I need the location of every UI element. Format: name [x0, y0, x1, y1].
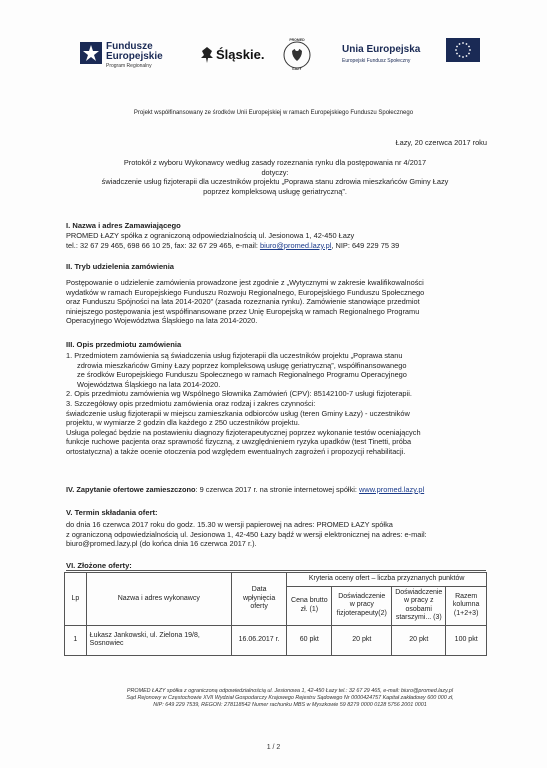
- s3-line: ortostatyczna) a także ocenie otoczenia pod względem ewentualnych zagrożeń i propozycji rehabilitacji.: [66, 446, 406, 456]
- fundusze-star-icon: [80, 42, 102, 64]
- s3-line: projektu, w wymiarze 2 godzin dla każdego z 250 uczestników projektu.: [66, 418, 300, 428]
- section-2-body: [66, 278, 496, 326]
- offers-table: [64, 572, 487, 656]
- s2-line: wydatków w ramach Europejskiego Funduszu Rozwoju Regionalnego, Europejskiego Funduszu Społecznego: [66, 287, 425, 297]
- col-criteria: Kryteria oceny ofert – liczba przyznanych punktów: [287, 573, 487, 587]
- section-1-body: [66, 231, 496, 250]
- protocol-title: [60, 158, 490, 196]
- slaskie-text: Śląskie.: [216, 47, 265, 62]
- section-5-heading: V. Termin składania ofert:: [66, 508, 158, 517]
- s3-line: 2. Opis przedmiotu zamówienia wg Wspólnego Słownika Zamówień (CPV): 85142100-7 usługi fizjoterapii.: [66, 389, 412, 399]
- col-sum: Razem kolumna (1+2+3): [446, 586, 487, 625]
- s1-contacts: tel.: 32 67 29 465, 698 66 10 25, fax: 32 67 29 465, e-mail:: [66, 240, 260, 250]
- promed-top-text: PROMED: [289, 38, 305, 42]
- fundusze-europejskie-logo: [80, 38, 190, 72]
- section-5-body: [66, 520, 496, 549]
- col-date: Data wpłynięcia oferty: [231, 573, 286, 626]
- cell-price: 60 pkt: [287, 625, 332, 655]
- unia-europejska-logo: [342, 44, 512, 74]
- section-3-heading: III. Opis przedmiotu zamówienia: [66, 340, 182, 349]
- cell-date: 16.06.2017 r.: [231, 625, 286, 655]
- eu-flag-icon: [446, 38, 480, 62]
- title-line1: Protokół z wyboru Wykonawcy według zasady rozeznania rynku dla postępowania nr 4/2017: [123, 158, 427, 167]
- s3-line: zdrowia mieszkańców Gminy Łazy poprzez kompleksową usługę geriatryczną”, współfinansowanego: [77, 360, 407, 370]
- page-footer: [80, 688, 500, 709]
- s2-line: Postępowanie o udzielenie zamówienia prowadzone jest zgodnie z „Wytycznymi w zakresie kwalifikowalności: [66, 278, 424, 287]
- section-3-body: [66, 351, 496, 457]
- col-exp2: Doświadczenie w pracy z osobami starszymi... (3): [392, 586, 446, 625]
- col-exp: Doświadczenie w pracy fizjoterapeuty(2): [332, 586, 392, 625]
- s5-line: biuro@promed.lazy.pl (do końca dnia 16 czerwca 2017 r.).: [66, 539, 257, 549]
- s2-line: oraz Funduszu Spójności na lata 2014-2020” (zasada rozeznania rynku). Zamówienie stanowiące przedmiot: [66, 297, 420, 307]
- s1-nip: , NIP: 649 229 75 39: [331, 240, 400, 250]
- s3-line: Usługa polegać będzie na postawieniu diagnozy fizjoterapeutycznej poprzez wykonanie testów oceniających: [66, 427, 421, 437]
- fe-line3: Program Regionalny: [106, 63, 152, 69]
- col-lp: Lp: [65, 573, 87, 626]
- s2-line: Operacyjnego Województwa Śląskiego na lata 2014-2020.: [66, 316, 258, 326]
- s2-line: niniejszego postępowania jest współfinansowane przez Unię Europejską w ramach Regionalnego Programu: [66, 306, 420, 316]
- s4-text: : 9 czerwca 2017 r. na stronie internetowej spółki:: [195, 485, 360, 494]
- title-line3: świadczenie usług fizjoterapii dla uczestników projektu „Poprawa stanu zdrowia mieszkańców Gminy Łazy: [101, 177, 449, 187]
- title-line4: poprzez kompleksową usługę geriatryczną”.: [203, 186, 347, 196]
- s3-line: świadczenie usług fizjoterapii w miejscu zamieszkania odbiorców usług (teren Gminy Łazy) - uczestników: [66, 408, 410, 418]
- ue-line2: Europejski Fundusz Społeczny: [342, 58, 411, 64]
- section-6-rule: [66, 570, 486, 571]
- eagle-icon: [200, 46, 214, 64]
- ue-line1: Unia Europejska: [342, 44, 421, 55]
- footer-line: NIP: 649 229 7539, REGON: 278118542 Numer rachunku MBS w Myszkowie 59 8279 0000 0128 5756 2001 0001: [153, 702, 427, 708]
- email-link[interactable]: biuro@promed.lazy.pl: [259, 240, 332, 250]
- s5-line: z ograniczoną odpowiedzialnością ul. Jesionowa 1, 42-450 Łazy bądź w wersji elektronicznej na adres: e-mail:: [66, 529, 427, 539]
- s3-line: ze środków Europejskiego Funduszu Społecznego w ramach Regionalnego Programu Operacyjnego: [77, 370, 407, 380]
- fe-line2: Europejskie: [106, 51, 163, 62]
- logos-bar: [80, 38, 500, 78]
- s1-line1: PROMED ŁAZY spółka z ograniczoną odpowiedzialnością ul. Jesionowa 1, 42-450 Łazy: [66, 231, 355, 240]
- website-link[interactable]: www.promed.lazy.pl: [359, 485, 425, 494]
- cell-name: Łukasz Jankowski, ul. Zielona 19/8, Sosnowiec: [86, 625, 231, 655]
- cell-lp: 1: [65, 625, 87, 655]
- page-number: 1 / 2: [266, 744, 281, 751]
- s3-line: 1. Przedmiotem zamówienia są świadczenia usług fizjoterapii dla uczestników projektu „Poprawa stanu: [66, 351, 403, 360]
- table-header-row: [65, 573, 487, 587]
- promed-bottom-text: ŁAZY: [292, 67, 302, 71]
- table-row: [65, 625, 487, 655]
- section-4-heading: IV. Zapytanie ofertowe zamieszczono: [66, 485, 196, 494]
- col-name: Nazwa i adres wykonawcy: [86, 573, 231, 626]
- cell-exp2: 20 pkt: [392, 625, 446, 655]
- fe-line1: Fundusze: [106, 41, 153, 52]
- promed-logo: [280, 38, 314, 72]
- cell-sum: 100 pkt: [446, 625, 487, 655]
- s3-line: funkcje ruchowe pacjenta oraz sprawność fizyczną, z uwzględnieniem ryzyka upadków (test Tinetti, próba: [66, 437, 412, 447]
- section-2-heading: II. Tryb udzielenia zamówienia: [66, 262, 175, 271]
- s5-line: do dnia 16 czerwca 2017 roku do godz. 15.30 w wersji papierowej na adres: PROMED ŁAZY spółka: [66, 520, 393, 529]
- section-4: [66, 485, 496, 495]
- cell-exp: 20 pkt: [332, 625, 392, 655]
- s3-line: Województwa Śląskiego na lata 2014-2020.: [77, 379, 221, 389]
- footer-line: PROMED ŁAZY spółka z ograniczoną odpowiedzialnością ul. Jesionowa 1, 42-450 Łazy tel.: 32 67 29 465, e-mail: biuro@promed.lazy.pl: [126, 688, 454, 694]
- col-price: Cena brutto zł. (1): [287, 586, 332, 625]
- place-date: Łazy, 20 czerwca 2017 roku: [395, 138, 487, 147]
- footer-line: Sąd Rejonowy w Częstochowie XVII Wydział Gospodarczy Krajowego Rejestru Sądowego Nr 0000424757 Kapitał zakładowy 600 000 zł,: [126, 695, 454, 701]
- section-1-heading: I. Nazwa i adres Zamawiającego: [66, 221, 181, 230]
- section-6-heading: VI. Złożone oferty:: [66, 561, 132, 570]
- title-line2: dotyczy:: [261, 167, 289, 177]
- s1-line2: [66, 241, 496, 251]
- cofinance-note: Projekt współfinansowany ze środków Unii Europejskiej w ramach Europejskiego Funduszu Społecznego: [133, 110, 414, 116]
- s3-line: 3. Szczegółowy opis przedmiotu zamówienia oraz rodzaj i zakres czynności:: [66, 398, 316, 408]
